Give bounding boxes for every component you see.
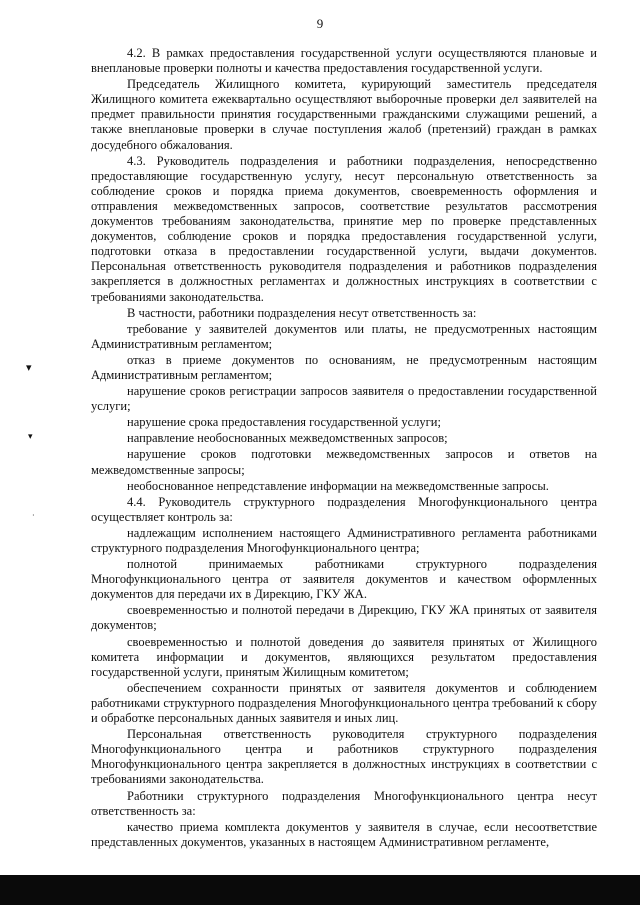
list-item: отказ в приеме документов по основаниям, не предусмотренным настоящим Административным регламентом; <box>91 352 597 382</box>
scan-mark: ▾ <box>28 431 33 441</box>
paragraph: Работники структурного подразделения Многофункционального центра несут ответственность за: <box>91 788 597 818</box>
paragraph: Председатель Жилищного комитета, курирующий заместитель председателя Жилищного комитета ежеквартально осуществляют выборочные проверки дел заявителей на предмет правильности принятия государственными гражданскими служащими решений, а также внеплановые проверки в случае поступления жалоб (претензий) граждан в рамках досудебного обжалования. <box>91 77 597 152</box>
paragraph: 4.4. Руководитель структурного подразделения Многофункционального центра осуществляет контроль за: <box>91 494 597 524</box>
page-number: 9 <box>316 16 324 31</box>
list-item: нарушение срока предоставления государственной услуги; <box>127 415 441 430</box>
list-item: нарушение сроков подготовки межведомственных запросов и ответов на межведомственные запросы; <box>91 447 597 477</box>
paragraph: Персональная ответственность руководителя структурного подразделения Многофункционального центра и работников структурного подразделения Многофункционального центра закрепляется в должностных инструкциях в соответствии с требованиями законодательства. <box>91 727 597 787</box>
list-item: требование у заявителей документов или платы, не предусмотренных настоящим Административным регламентом; <box>91 321 597 351</box>
paragraph: 4.3. Руководитель подразделения и работники подразделения, непосредственно предоставляющие государственную услугу, несут персональную ответственность за соблюдение сроков и порядка приема документов, своевременность оформления и отправления межведомственных запросов, соответствие результатов рассмотрения документов требованиям законодательства, принятие мер по проверке представленных документов, соблюдение сроков и порядка предоставления государственной услуги, подготовки отказа в предоставлении государственной услуги, выдачи документов. Персональная ответственность руководителя подразделения и работников подразделения закрепляется в должностных регламентах и должностных инструкциях в соответствии с требованиями законодательства. <box>91 153 597 304</box>
list-item: нарушение сроков регистрации запросов заявителя о предоставлении государственной услуги; <box>91 384 597 414</box>
list-item: полнотой принимаемых работниками структурного подразделения Многофункционального центра от заявителя документов и качеством оформленных документов для передачи их в Дирекцию, ГКУ ЖА. <box>91 557 597 602</box>
list-item: своевременностью и полнотой передачи в Дирекцию, ГКУ ЖА принятых от заявителя документов; <box>91 603 597 633</box>
scan-mark: ▾ <box>26 362 32 374</box>
list-item: направление необоснованных межведомственных запросов; <box>127 431 448 446</box>
list-item: необоснованное непредставление информации на межведомственные запросы. <box>127 478 549 493</box>
scan-edge-band <box>0 875 640 905</box>
list-item: качество приема комплекта документов у заявителя в случае, если несоответствие представленных документов, указанных в настоящем Административном регламенте, <box>91 819 597 849</box>
paragraph: В частности, работники подразделения несут ответственность за: <box>127 305 477 320</box>
scan-mark: · <box>32 511 35 520</box>
paragraph: 4.2. В рамках предоставления государственной услуги осуществляются плановые и внеплановые проверки полноты и качества предоставления государственной услуги. <box>91 46 597 76</box>
list-item: своевременностью и полнотой доведения до заявителя принятых от Жилищного комитета информации и документов, являющихся результатом предоставления государственной услуги, принятым Жилищным комитетом; <box>91 634 597 679</box>
list-item: обеспечением сохранности принятых от заявителя документов и соблюдением работниками структурного подразделения Многофункционального центра требований к сбору и обработке персональных данных заявителя и иных лиц. <box>91 680 597 726</box>
list-item: надлежащим исполнением настоящего Административного регламента работниками структурного подразделения Многофункционального центра; <box>91 525 597 555</box>
document-body <box>91 46 597 850</box>
